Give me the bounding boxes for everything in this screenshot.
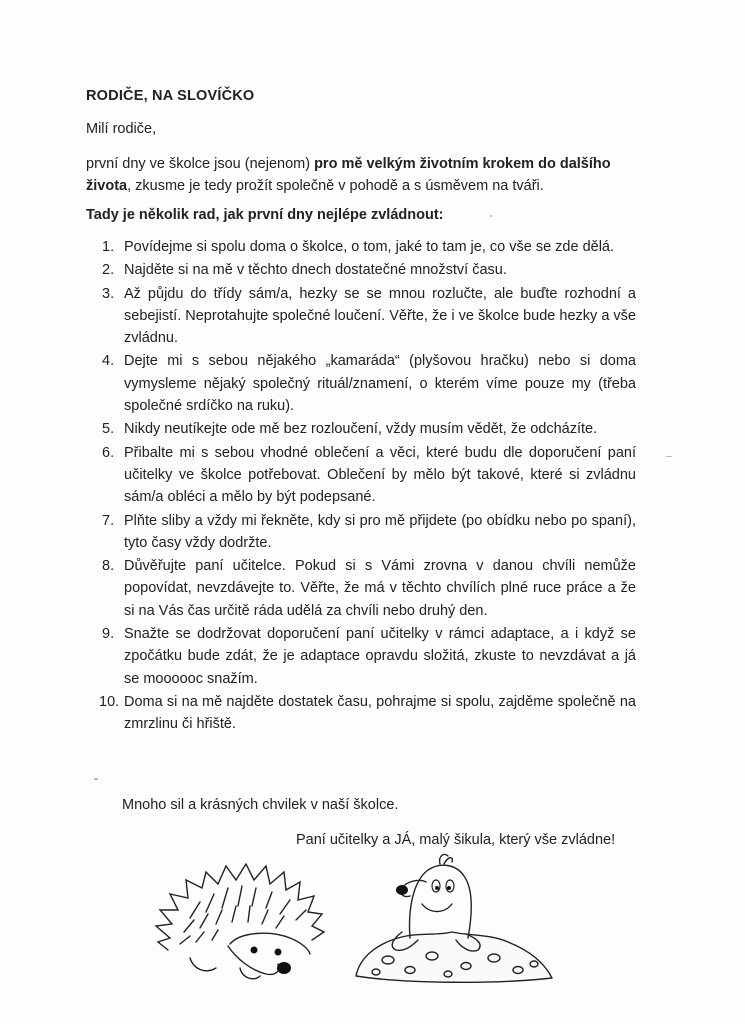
mole-drawing xyxy=(348,852,560,992)
hedgehog-nose xyxy=(277,962,291,974)
list-item-text: Snažte se dodržovat doporučení paní učitelky v rámci adaptace, a i když se zpočátku bude zdát, že je adaptace opravdu složitá, zkuste to nevzdávat a já se moooooc snažím. xyxy=(124,626,636,687)
list-item-number: 7. xyxy=(102,512,115,529)
list-item-text: Nikdy neutíkejte ode mě bez rozloučení, vždy musím vědět, že odcházíte. xyxy=(124,421,598,438)
signature-line: Paní učitelky a JÁ, malý šikula, který vše zvládne! xyxy=(296,832,616,848)
hedgehog-drawing xyxy=(150,858,340,988)
list-item xyxy=(102,350,636,417)
hedgehog-eye xyxy=(275,949,282,956)
list-item-number: 4. xyxy=(102,353,115,370)
tips-list xyxy=(99,236,636,737)
list-item-number: 8. xyxy=(102,558,115,575)
hedgehog-eye xyxy=(251,947,258,954)
list-item-text: Důvěřujte paní učitelce. Pokud si s Vámi zrovna v danou chvíli nemůže popovídat, nevzdávejte to. Věřte, že má v těchto chvílích plné ruce práce a že si na Vás čas určitě ráda udělá za chvíli nebo druhý den. xyxy=(124,558,636,619)
list-item xyxy=(102,259,636,281)
list-item-text: Přibalte mi s sebou vhodné oblečení a věci, které budu dle doporučení paní učitelky ve školce potřebovat. Oblečení by mělo být takové, které si zvládnu sám/a obléci a mělo by být podepsané. xyxy=(124,444,636,506)
list-item xyxy=(99,691,636,736)
list-item-text: Doma si na mě najděte dostatek času, pohrajme si spolu, zajděme společně na zmrzlinu či hřiště. xyxy=(124,693,636,733)
list-item-text: Dejte mi s sebou nějakého „kamaráda“ (plyšovou hračku) nebo si doma vymysleme nějaký společný rituál/znamení, o kterém víme pouze my (třeba společné srdíčko na ruku). xyxy=(124,353,636,415)
list-item xyxy=(102,623,636,690)
list-item-number: 9. xyxy=(102,626,115,643)
intro-text-1: první dny ve školce jsou (nejenom) xyxy=(86,156,315,172)
mole-nose xyxy=(396,885,408,895)
list-item xyxy=(102,510,636,555)
scan-speck xyxy=(490,215,492,217)
document-title: RODIČE, NA SLOVÍČKO xyxy=(86,88,255,104)
list-item-text: Najděte si na mě v těchto dnech dostatečné množství času. xyxy=(124,262,507,279)
intro-text-2: , zkusme je tedy prožít společně v pohodě a s úsměvem na tváři. xyxy=(127,178,544,194)
intro-bold-text: pro mě velkým životním krokem do dalšího života xyxy=(86,156,611,194)
scan-speck xyxy=(94,778,98,780)
list-item-number: 6. xyxy=(102,444,115,461)
list-item-text: Až půjdu do třídy sám/a, hezky se se mnou rozlučte, ale buďte rozhodní a sebejistí. Neprotahujte společné loučení. Věřte, že i ve školce bude hezky a vše zvládnu. xyxy=(124,285,636,347)
list-item-text: Plňte sliby a vždy mi řekněte, kdy si pro mě přijdete (po obídku nebo po spaní), tyto časy vždy dodržte. xyxy=(124,512,636,551)
salutation: Milí rodiče, xyxy=(86,121,157,137)
list-item xyxy=(102,418,636,440)
mole-eye xyxy=(432,880,440,892)
mole-eye xyxy=(446,880,454,892)
list-item xyxy=(102,555,636,622)
list-item-number: 1. xyxy=(102,239,115,255)
list-item-number: 2. xyxy=(102,262,115,279)
list-item xyxy=(102,442,636,509)
tips-heading: Tady je několik rad, jak první dny nejlépe zvládnout: xyxy=(86,207,444,223)
list-item-number: 3. xyxy=(102,285,115,302)
list-item-text: Povídejme si spolu doma o školce, o tom, jaké to tam je, co vše se zde dělá. xyxy=(124,239,615,255)
list-item xyxy=(102,283,636,350)
list-item-number: 10. xyxy=(99,693,120,710)
list-item-number: 5. xyxy=(102,421,115,438)
scan-speck xyxy=(666,456,672,457)
list-item xyxy=(102,236,636,258)
intro-paragraph xyxy=(86,153,652,197)
closing-line: Mnoho sil a krásných chvilek v naší školce. xyxy=(122,797,399,813)
